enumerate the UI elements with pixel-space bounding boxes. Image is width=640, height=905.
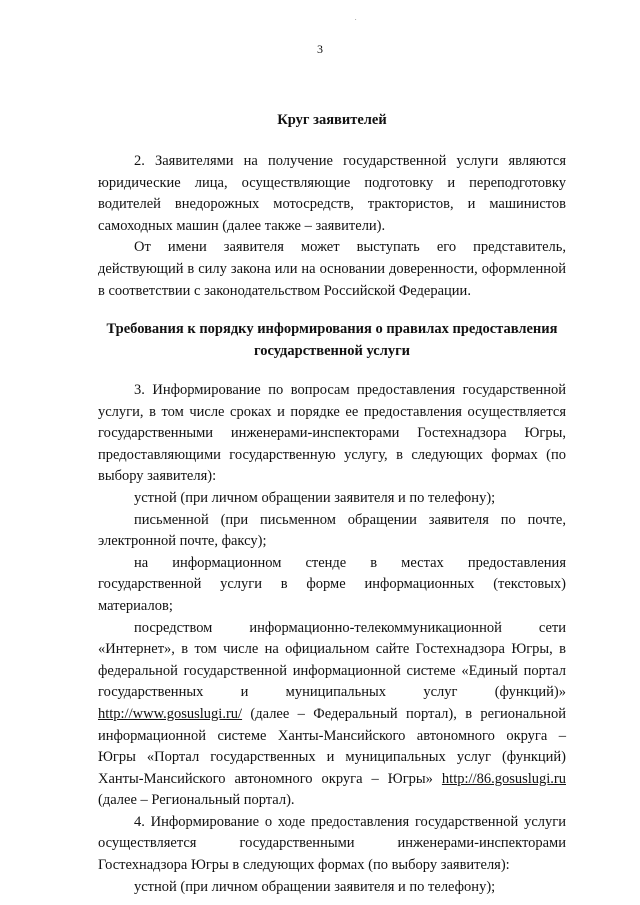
paragraph-4: 4. Информирование о ходе предоставления государственной услуги осуществляется государственными инженерами-инспекторами Гостехнадзора Югры в следующих формах (по выбору заявителя): xyxy=(98,813,566,874)
paragraph-3: 3. Информирование по вопросам предоставления государственной услуги, в том числе сроках и порядке ее предоставления осуществляется государственными инженерами-инспекторами Гостехнадзора Югры, предоставляющими государственную услугу, в следующих формах (по выбору заявителя): xyxy=(98,382,566,485)
internet-text-3: (далее – Региональный портал). xyxy=(98,792,295,809)
section-heading-applicants: Круг заявителей xyxy=(277,112,387,128)
paragraph-representative: От имени заявителя может выступать его представитель, действующий в силу закона или на основании доверенности, оформленной в соответствии с законодательством Российской Федерации. xyxy=(98,239,566,299)
paragraph-3-internet xyxy=(98,618,566,812)
paragraph-3-stand: на информационном стенде в местах предоставления государственной услуги в форме информационных (текстовых) материалов; xyxy=(98,554,566,614)
scan-mark: . xyxy=(355,16,357,22)
paragraph-4-oral: устной (при личном обращении заявителя и по телефону); xyxy=(134,878,496,895)
internet-text-1: посредством информационно-телекоммуникационной сети «Интернет», в том числе на официальном сайте Гостехнадзора Югры, в федеральной государственной информационной системе «Единый портал государственных и муниципальных услуг (функций)» xyxy=(98,619,566,701)
internet-text-2: (далее – Федеральный портал), в региональной информационной системе Ханты-Мансийского автономного округа – Югры «Портал государственных и муниципальных услуг (функций) Ханты-Мансийского автономного округа – Югры» xyxy=(98,705,566,787)
federal-portal-link[interactable]: http://www.gosuslugi.ru/ xyxy=(98,705,243,722)
regional-portal-link[interactable]: http://86.gosuslugi.ru xyxy=(441,770,566,787)
paragraph-3-oral: устной (при личном обращении заявителя и по телефону); xyxy=(134,489,496,506)
page-number: 3 xyxy=(317,42,323,56)
paragraph-3-written: письменной (при письменном обращении заявителя по почте, электронной почте, факсу); xyxy=(98,511,566,550)
section-heading-informing: Требования к порядку информирования о правилах предоставления государственной услуги xyxy=(106,321,558,359)
section-informing-body xyxy=(98,380,566,898)
paragraph-2: 2. Заявителями на получение государственной услуги являются юридические лица, осуществляющие подготовку и переподготовку водителей внедорожных мотосредств, трактористов, и машинистов самоходных машин (далее также – заявители). xyxy=(98,153,566,234)
section-applicants-body xyxy=(98,151,566,302)
